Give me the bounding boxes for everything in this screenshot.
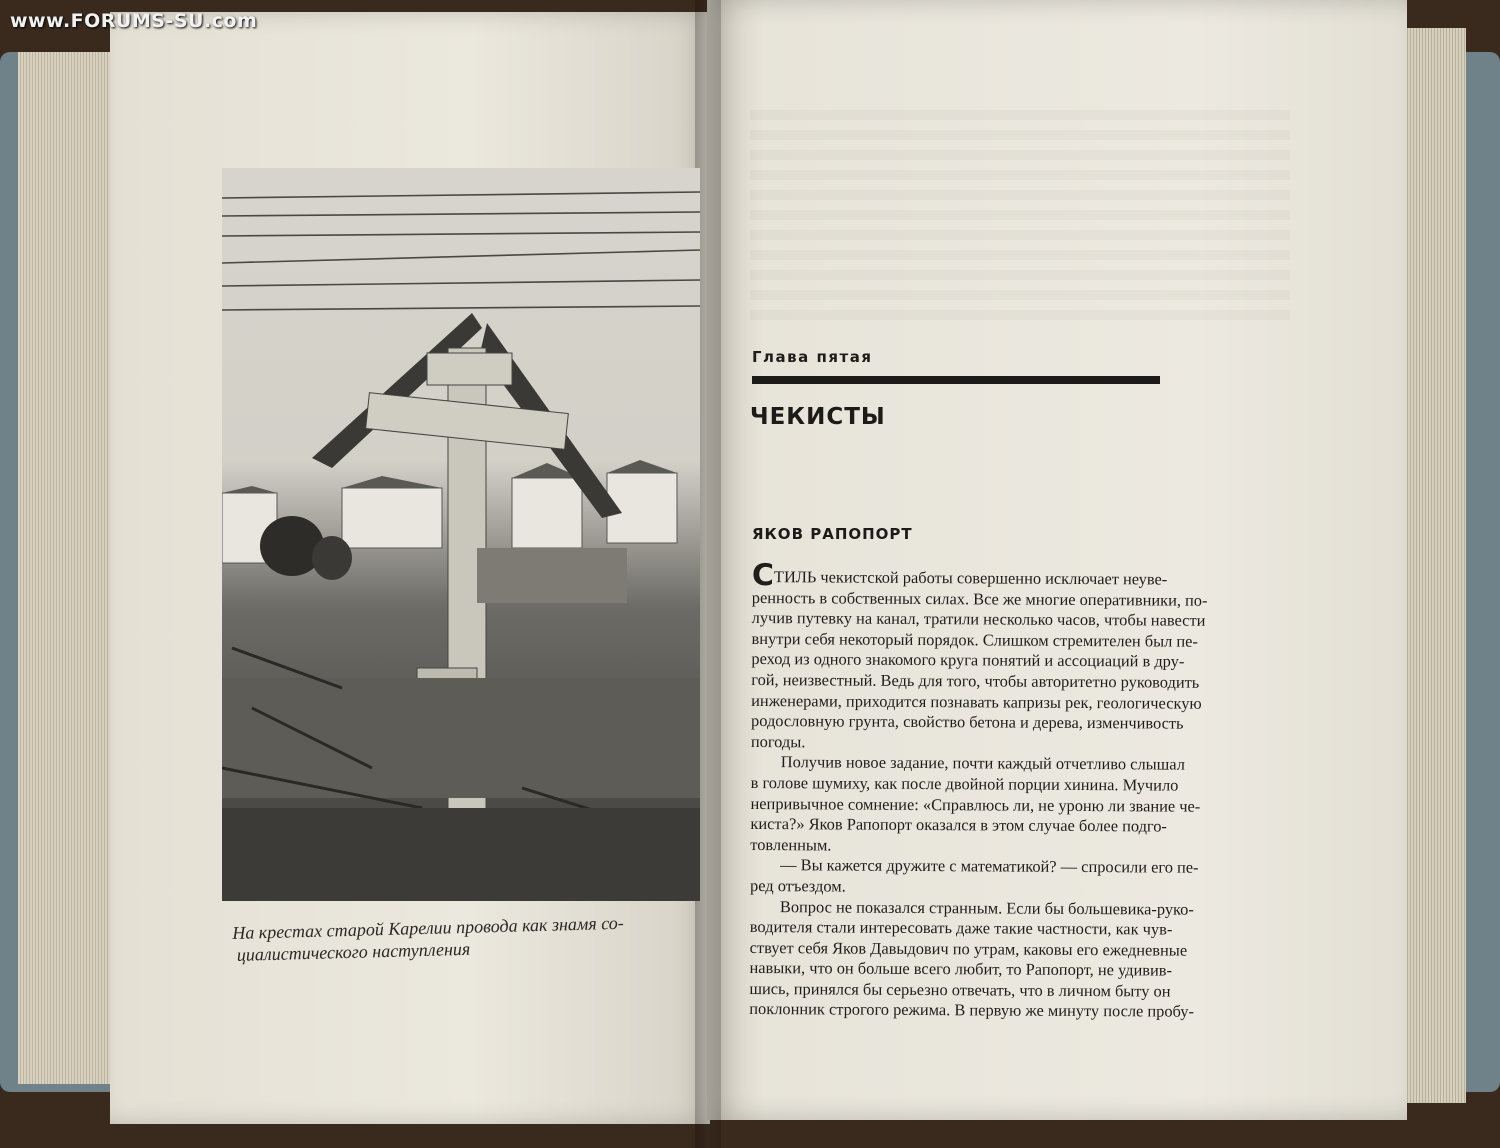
- text-line: СТИЛЬ чекистской работы совершенно исключает неуве-: [751, 558, 1168, 594]
- text-line: гой, неизвестный. Ведь для того, чтобы авторитетно руководить: [751, 669, 1200, 692]
- section-title: ЯКОВ РАПОПОРТ: [752, 525, 913, 543]
- faded-text-above: [750, 110, 1290, 320]
- text-line: ред отъездом.: [749, 875, 846, 896]
- chapter-label: Глава пятая: [752, 348, 873, 366]
- caption-line: циалистического наступления: [236, 938, 471, 965]
- text-line: ствует себя Яков Давыдович по утрам, каковы его ежедневные: [749, 937, 1188, 960]
- text-line: Вопрос не показался странным. Если бы большевика-руко-: [779, 896, 1194, 919]
- chapter-title: ЧЕКИСТЫ: [750, 404, 886, 430]
- text-line: родословную грунта, свойство бетона и дерева, изменчивость: [750, 711, 1184, 733]
- text-line: внутри себя некоторый порядок. Слишком стремителен был пе-: [751, 628, 1198, 651]
- photo-wooden-cross-with-wires: [222, 168, 700, 901]
- text-line: шись, принялся бы серьезно отвечать, что в личном быту он: [749, 978, 1171, 1001]
- chapter-rule: [752, 376, 1160, 384]
- text-line: — Вы кажется дружите с математикой? — спросили его пе-: [780, 855, 1199, 878]
- text-line: реход из одного знакомого круга понятий и ассоциаций в дру-: [751, 649, 1185, 672]
- page-edges-left: [18, 52, 118, 1084]
- text-line: ренность в собственных силах. Все же многие оперативники, по-: [751, 587, 1208, 610]
- text-line: навыки, что он больше всего любит, то Рапопорт, не удивив-: [749, 958, 1173, 980]
- body-text: [749, 558, 1297, 1023]
- text-line: Получив новое задание, почти каждый отчетливо слышал: [780, 752, 1185, 774]
- text-line: инженерами, приходится познавать капризы рек, геологическую: [751, 690, 1202, 713]
- text-line: водителя стали интересовать даже такие частности, как чув-: [749, 917, 1173, 939]
- text-line: киста?» Яков Рапопорт оказался в этом случае более подго-: [750, 814, 1167, 836]
- text-line: погоды.: [750, 731, 806, 752]
- text-line: лучив путевку на канал, тратили несколько часов, чтобы навести: [751, 608, 1206, 630]
- text-line: поклонник строгого режима. В первую же минуту после пробу-: [749, 999, 1195, 1022]
- text-line: в голове шумиху, как после двойной порции хинина. Мучило: [750, 772, 1179, 795]
- text-line: непривычное сомнение: «Справлюсь ли, не уроню ли звание че-: [750, 793, 1201, 816]
- drop-cap: С: [751, 558, 775, 594]
- watermark: www.FORUMS-SU.com: [10, 10, 258, 32]
- text-line: товленным.: [750, 834, 832, 855]
- caption-line: На крестах старой Карелии провода как знамя со-: [232, 912, 625, 943]
